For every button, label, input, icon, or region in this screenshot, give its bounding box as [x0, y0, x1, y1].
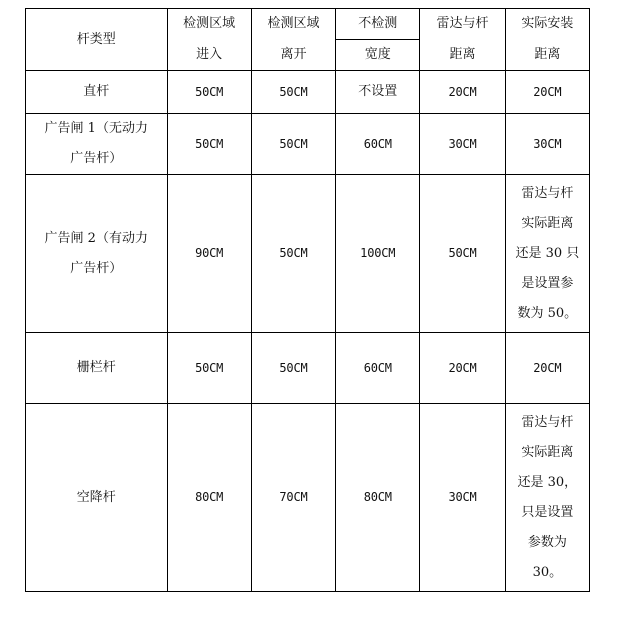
header-row — [26, 9, 590, 40]
ignore-width-cell: 60CM — [336, 114, 420, 175]
radar-distance-cell: 30CM — [420, 404, 505, 592]
header-ignore-top: 不检测 — [336, 9, 420, 40]
header-enter-bottom: 进入 — [167, 40, 251, 71]
leave-cell: 50CM — [251, 175, 335, 333]
header-radar-bottom: 距离 — [420, 40, 505, 71]
table-row — [26, 114, 590, 175]
table-row — [26, 71, 590, 114]
radar-distance-cell: 20CM — [420, 333, 505, 404]
pole-type-cell: 直杆 — [26, 71, 168, 114]
pole-config-table — [25, 8, 590, 592]
header-actual-bottom: 距离 — [505, 40, 589, 71]
enter-cell: 80CM — [167, 404, 251, 592]
actual-distance-cell: 20CM — [505, 71, 589, 114]
header-actual-top: 实际安装 — [505, 9, 589, 40]
pole-type-cell: 广告闸 1（无动力 广告杆） — [26, 114, 168, 175]
radar-distance-cell: 50CM — [420, 175, 505, 333]
actual-distance-cell: 20CM — [505, 333, 589, 404]
enter-cell: 50CM — [167, 114, 251, 175]
header-pole-type: 杆类型 — [26, 9, 168, 71]
table-row — [26, 404, 590, 592]
radar-distance-cell: 30CM — [420, 114, 505, 175]
ignore-width-cell: 100CM — [336, 175, 420, 333]
table-row — [26, 175, 590, 333]
header-enter-top: 检测区域 — [167, 9, 251, 40]
enter-cell: 50CM — [167, 333, 251, 404]
actual-distance-cell: 雷达与杆 实际距离 还是 30 只 是设置参 数为 50。 — [505, 175, 589, 333]
ignore-width-cell: 80CM — [336, 404, 420, 592]
enter-cell: 50CM — [167, 71, 251, 114]
header-leave-top: 检测区域 — [251, 9, 335, 40]
pole-type-cell: 栅栏杆 — [26, 333, 168, 404]
actual-distance-cell: 雷达与杆 实际距离 还是 30， 只是设置 参数为 30。 — [505, 404, 589, 592]
header-radar-top: 雷达与杆 — [420, 9, 505, 40]
leave-cell: 50CM — [251, 71, 335, 114]
leave-cell: 50CM — [251, 114, 335, 175]
ignore-width-cell: 不设置 — [336, 71, 420, 114]
leave-cell: 50CM — [251, 333, 335, 404]
ignore-width-cell: 60CM — [336, 333, 420, 404]
radar-distance-cell: 20CM — [420, 71, 505, 114]
actual-distance-cell: 30CM — [505, 114, 589, 175]
table-row — [26, 333, 590, 404]
header-ignore-bottom: 宽度 — [336, 40, 420, 71]
leave-cell: 70CM — [251, 404, 335, 592]
pole-type-cell: 空降杆 — [26, 404, 168, 592]
pole-type-cell: 广告闸 2（有动力 广告杆） — [26, 175, 168, 333]
header-leave-bottom: 离开 — [251, 40, 335, 71]
enter-cell: 90CM — [167, 175, 251, 333]
